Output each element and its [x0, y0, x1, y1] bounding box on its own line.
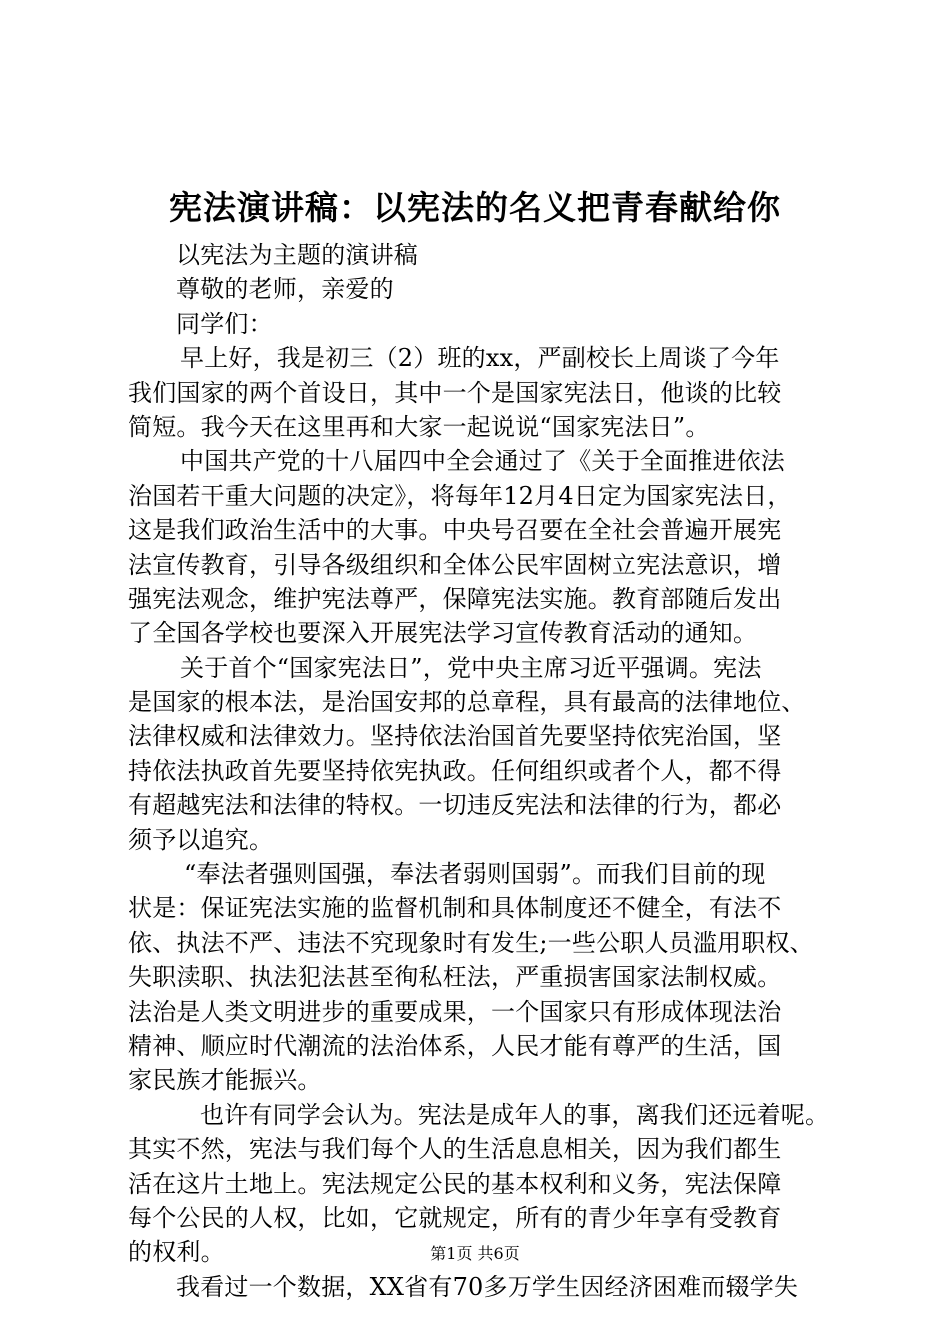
paragraph-line: 法治是人类文明进步的重要成果，一个国家只有形成体现法治: [128, 997, 782, 1026]
paragraph-line: 每个公民的人权，比如，它就规定，所有的青少年享有受教育: [128, 1203, 782, 1232]
paragraph-line: 治国若干重大问题的决定》，将每年12月4日定为国家宪法日，: [128, 481, 792, 510]
paragraph-line: 失职渎职、执法犯法甚至徇私枉法，严重损害国家法制权威。: [128, 963, 782, 992]
paragraph-line: 强宪法观念，维护宪法尊严，保障宪法实施。教育部随后发出: [128, 584, 782, 613]
document-body: [128, 238, 828, 1304]
salutation-line: 同学们：: [176, 309, 273, 338]
paragraph-line: 是国家的根本法，是治国安邦的总章程，具有最高的法律地位、: [128, 688, 806, 717]
paragraph-line: 我们国家的两个首设日，其中一个是国家宪法日，他谈的比较: [128, 378, 782, 407]
paragraph-line: 活在这片土地上。宪法规定公民的基本权利和义务，宪法保障: [128, 1169, 782, 1198]
paragraph-line: 中国共产党的十八届四中全会通过了《关于全面推进依法: [180, 447, 785, 476]
paragraph-line: 法律权威和法律效力。坚持依法治国首先要坚持依宪治国，坚: [128, 722, 782, 751]
paragraph-line: 其实不然，宪法与我们每个人的生活息息相关，因为我们都生: [128, 1135, 782, 1164]
salutation-line: 尊敬的老师，亲爱的: [176, 275, 394, 304]
paragraph-line: 家民族才能振兴。: [128, 1066, 322, 1095]
paragraph-line: 依、执法不严、违法不究现象时有发生;一些公职人员滥用职权、: [128, 928, 814, 957]
paragraph-line: 我看过一个数据，XX省有70多万学生因经济困难而辍学失: [176, 1272, 799, 1301]
page-footer: 第1页 共6页: [430, 1244, 520, 1263]
paragraph-line: 有超越宪法和法律的特权。一切违反宪法和法律的行为，都必: [128, 791, 782, 820]
paragraph-line: 了全国各学校也要深入开展宪法学习宣传教育活动的通知。: [128, 619, 758, 648]
document-title: 宪法演讲稿：以宪法的名义把青春献给你: [169, 188, 781, 227]
paragraph-line: 状是：保证宪法实施的监督机制和具体制度还不健全，有法不: [128, 894, 782, 923]
paragraph-line: 精神、顺应时代潮流的法治体系，人民才能有尊严的生活，国: [128, 1031, 782, 1060]
paragraph-line: 简短。我今天在这里再和大家一起说说“国家宪法日”。: [128, 412, 710, 441]
paragraph-line: 持依法执政首先要坚持依宪执政。任何组织或者个人，都不得: [128, 756, 782, 785]
paragraph-line: 的权利。: [128, 1238, 225, 1267]
paragraph-line: 法宣传教育，引导各级组织和全体公民牢固树立宪法意识，增: [128, 550, 782, 579]
paragraph-line: 也许有同学会认为。宪法是成年人的事，离我们还远着呢。: [200, 1100, 830, 1129]
paragraph-line: 须予以追究。: [128, 825, 274, 854]
paragraph-line: 这是我们政治生活中的大事。中央号召要在全社会普遍开展宪: [128, 516, 782, 545]
paragraph-line: “奉法者强则国强，奉法者弱则国弱”。而我们目前的现: [184, 860, 766, 889]
paragraph-line: 关于首个“国家宪法日”，党中央主席习近平强调。宪法: [180, 653, 762, 682]
subtitle-line: 以宪法为主题的演讲稿: [176, 241, 418, 269]
paragraph-line: 早上好，我是初三（2）班的xx，严副校长上周谈了今年: [180, 344, 780, 373]
